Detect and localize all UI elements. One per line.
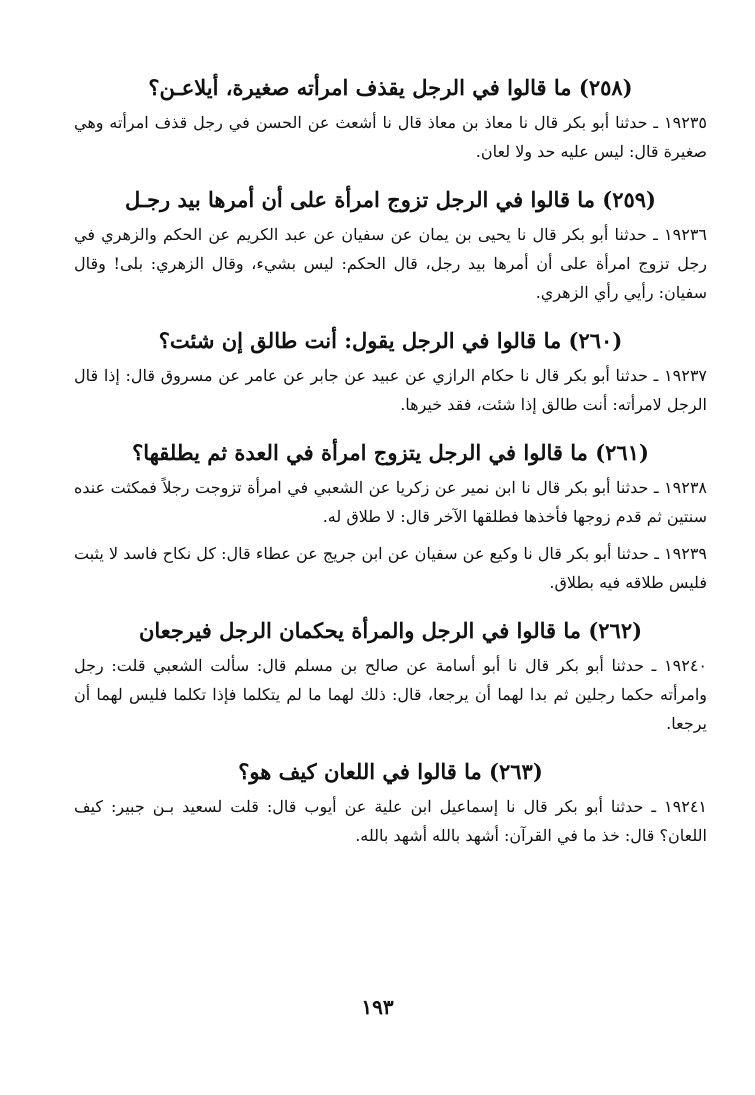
chapter-261: [74, 437, 707, 597]
chapter-title: (٢٥٨) ما قالوا في الرجل يقذف امرأته صغيرة، أيلاعـن؟: [148, 75, 633, 100]
section-divider: [74, 419, 707, 437]
chapter-title: (٢٦٣) ما قالوا في اللعان كيف هو؟: [238, 759, 543, 784]
hadith-entry: ١٩٢٣٨ ـ حدثنا أبو بكر قال نا ابن نمير عن زكريا عن الشعبي في امرأة تزوجت رجلاً فمكثت عنده سنتين ثم قدم زوجها فأخذها فطلقها الآخر قال: لا طلاق له.: [74, 478, 707, 526]
chapter-title: (٢٦٠) ما قالوا في الرجل يقول: أنت طالق إن شئت؟: [158, 328, 623, 353]
chapter-258: [74, 72, 707, 166]
page-body: [74, 72, 707, 1072]
section-divider: [74, 597, 707, 615]
hadith-entry: ١٩٢٣٦ ـ حدثنا أبو بكر قال نا يحيى بن يمان عن سفيان عن عبد الكريم عن الحكم والزهري في رجل تزوج امرأة على أن أمرها بيد رجل، قال الحكم: ليس بشيء، وقال الزهري: بلى! وقال سفيان: رأيي رأي الزهري.: [74, 225, 707, 302]
chapter-title: (٢٦١) ما قالوا في الرجل يتزوج امرأة في العدة ثم يطلقها؟: [132, 440, 649, 465]
hadith-entry: ١٩٢٤٠ ـ حدثنا أبو بكر قال نا أبو أسامة عن صالح بن مسلم قال: سألت الشعبي قلت: رجل وامرأته حكما رجلين ثم بدا لهما أن يرجعا، قال: ذلك لهما ما لم يتكلما فإذا تكلما فليس لهما أن يرجعا.: [74, 656, 707, 733]
chapter-title: (٢٦٢) ما قالوا في الرجل والمرأة يحكمان الرجل فيرجعان: [138, 618, 643, 643]
page-number: ١٩٣: [361, 995, 394, 1019]
hadith-entry: ١٩٢٣٥ ـ حدثنا أبو بكر قال نا معاذ بن معاذ قال نا أشعث عن الحسن في رجل قذف امرأته وهي صغيرة قال: ليس عليه حد ولا لعان.: [74, 113, 707, 161]
hadith-entry: ١٩٢٣٧ ـ حدثنا أبو بكر قال نا حكام الرازي عن عبيد عن جابر عن عامر عن مسروق قال: إذا قال الرجل لامرأته: أنت طالق إذا شئت، فقد خيرها.: [74, 366, 707, 414]
chapter-263: [74, 756, 707, 850]
hadith-entry: ١٩٢٣٩ ـ حدثنا أبو بكر قال نا وكيع عن سفيان عن ابن جريج عن عطاء قال: كل نكاح فاسد لا يثبت فليس طلاقه فيه بطلاق.: [74, 544, 707, 592]
chapter-title: (٢٥٩) ما قالوا في الرجل تزوج امرأة على أن أمرها بيد رجـل: [125, 187, 656, 212]
chapter-260: [74, 325, 707, 419]
section-divider: [74, 166, 707, 184]
chapter-262: [74, 615, 707, 738]
hadith-entry: ١٩٢٤١ ـ حدثنا أبو بكر قال نا إسماعيل ابن علية عن أيوب قال: قلت لسعيد بـن جبير: كيف اللعان؟ قال: خذ ما في القرآن: أشهد بالله أشهد بالله.: [74, 797, 707, 845]
entry-spacer: [74, 531, 707, 539]
chapter-259: [74, 184, 707, 307]
section-divider: [74, 738, 707, 756]
section-divider: [74, 307, 707, 325]
